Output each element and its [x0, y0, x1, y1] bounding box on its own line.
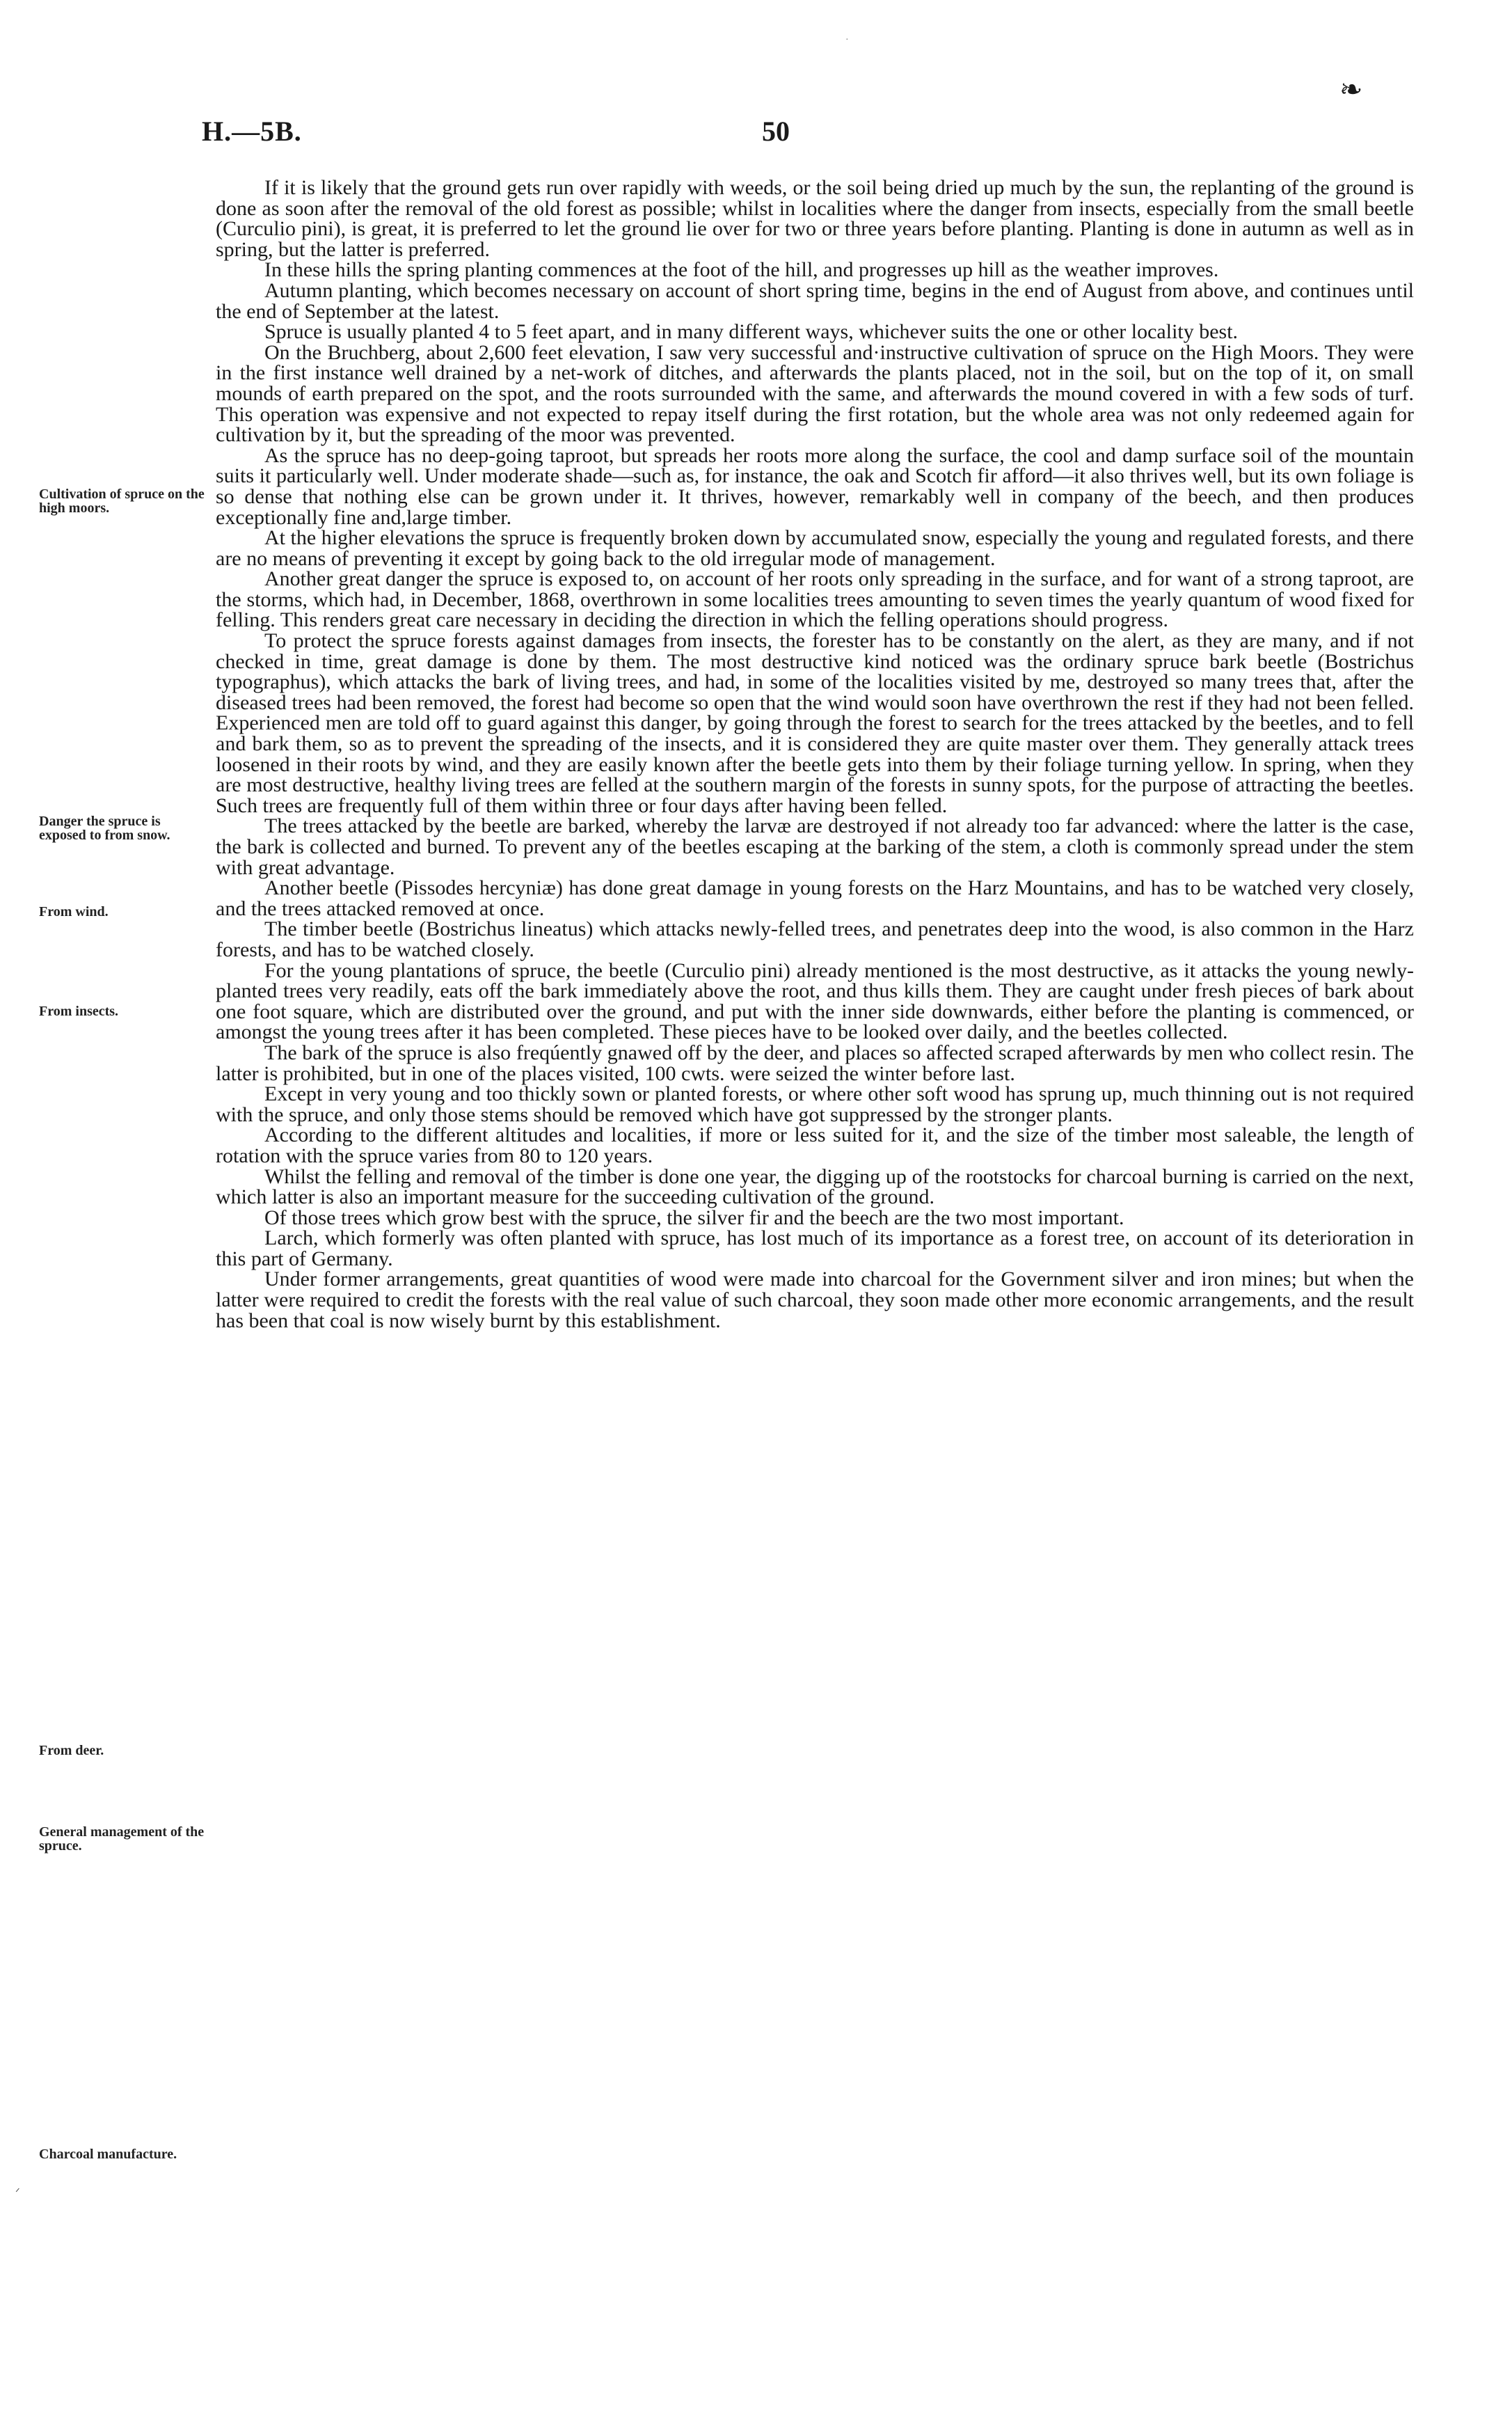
- paragraph: Except in very young and too thickly sown or planted forests, or where other soft wood has sprung up, much thinning out is not required with the spruce, and only those stems should be removed which have got suppressed by the stronger plants.: [216, 1082, 1414, 1126]
- stray-mark: ᐟ: [15, 2187, 20, 2199]
- paragraph: According to the different altitudes and localities, if more or less suited for it, and the size of the timber most saleable, the length of rotation with the spruce varies from 80 to 120 years.: [216, 1123, 1414, 1167]
- paragraph: On the Bruchberg, about 2,600 feet elevation, I saw very successful and·instructive cultivation of spruce on the High Moors. They were in the first instance well drained by a net-work of ditches, and afterwards the plants placed, not in the soil, but on the top of it, on small mounds of earth prepared on the spot, and the roots surrounded with the same, and afterwards the mound covered in with a few sods of turf. This operation was expensive and not expected to repay itself during the first rotation, but the whole area was not only redeemed again for cultivation by it, but the spreading of the moor was prevented.: [216, 340, 1414, 447]
- top-tick-mark: ·: [845, 35, 849, 45]
- paragraph: The bark of the spruce is also freqúently gnawed off by the deer, and places so affected scraped afterwards by men who collect resin. The latter is prohibited, but in one of the places visited, 100 cwts. were seized the winter before last.: [216, 1041, 1414, 1085]
- paragraph: At the higher elevations the spruce is frequently broken down by accumulated snow, especially the young and regulated forests, and there are no means of preventing it except by going back to the old irregular mode of management.: [216, 526, 1414, 570]
- paragraph: Another great danger the spruce is exposed to, on account of her roots only spreading in the surface, and for want of a strong taproot, are the storms, which had, in December, 1868, overthrown in some localities trees amounting to seven times the yearly quantum of wood fixed for felling. This renders great care necessary in deciding the direction in which the felling operations should progress.: [216, 567, 1414, 632]
- corner-mark-icon: ❧: [1339, 74, 1363, 105]
- paragraph: In these hills the spring planting commences at the foot of the hill, and progresses up hill as the weather improves.: [264, 258, 1219, 282]
- margin-note-cultivation: Cultivation of spruce on the high moors.: [39, 487, 205, 516]
- paragraph: The timber beetle (Bostrichus lineatus) which attacks newly-felled trees, and penetrates deep into the wood, is also common in the Harz forests, and has to be watched closely.: [216, 917, 1414, 961]
- paragraph: As the spruce has no deep-going taproot, but spreads her roots more along the surface, the cool and damp surface soil of the mountain suits it particularly well. Under moderate shade—such as, for instance, the oak and Scotch fir afford—it also thrives well, but its own foliage is so dense that nothing else can be grown under it. It thrives, however, remarkably well in company of the beech, and then produces exceptionally fine and,large timber.: [216, 443, 1414, 529]
- margin-note-deer: From deer.: [39, 1743, 104, 1758]
- page-number: 50: [762, 116, 790, 147]
- margin-note-charcoal: Charcoal manufacture.: [39, 2147, 177, 2162]
- body-text: [216, 177, 1414, 1331]
- margin-note-insects: From insects.: [39, 1004, 119, 1019]
- paragraph: Spruce is usually planted 4 to 5 feet apart, and in many different ways, whichever suits the one or other locality best.: [264, 320, 1239, 344]
- paragraph: Autumn planting, which becomes necessary on account of short spring time, begins in the end of August from above, and continues until the end of September at the latest.: [216, 278, 1414, 323]
- document-reference: H.—5B.: [202, 116, 302, 147]
- margin-note-management: General management of the spruce.: [39, 1824, 205, 1854]
- paragraph: Of those trees which grow best with the spruce, the silver fir and the beech are the two most important.: [264, 1206, 1124, 1229]
- paragraph: If it is likely that the ground gets run over rapidly with weeds, or the soil being dried up much by the sun, the replanting of the ground is done as soon after the removal of the old forest as possible; whilst in localities where the danger from insects, especially from the small beetle (Curculio pini), is great, it is preferred to let the ground lie over for two or three years before planting. Planting is done in autumn as well as in spring, but the latter is preferred.: [216, 176, 1414, 261]
- paragraph: To protect the spruce forests against damages from insects, the forester has to be constantly on the alert, as they are many, and if not checked in time, great damage is done by them. The most destructive kind noticed was the ordinary spruce bark beetle (Bostrichus typographus), which attacks the bark of living trees, and had, in some of the localities visited by me, destroyed so many trees that, after the diseased trees had been removed, the forest had become so open that the wind would soon have overthrown the rest if they had not been felled. Experienced men are told off to guard against this danger, by going through the forest to search for the trees attacked by the beetles, and to fell and bark them, so as to prevent the spreading of the insects, and it is considered they are quite master over them. They generally attack trees loosened in their roots by wind, and they are easily known after the beetle gets into them by their foliage turning yellow. In spring, when they are most destructive, healthy living trees are felled at the southern margin of the forests in sunny spots, for the purpose of attracting the beetles. Such trees are frequently full of them within three or four days after having been felled.: [216, 629, 1414, 817]
- paragraph: Under former arrangements, great quantities of wood were made into charcoal for the Government silver and iron mines; but when the latter were required to credit the forests with the real value of such charcoal, they soon made other more economic arrangements, and the result has been that coal is now wisely burnt by this establishment.: [216, 1267, 1414, 1332]
- paragraph: Another beetle (Pissodes hercyniæ) has done great damage in young forests on the Harz Mountains, and has to be watched very closely, and the trees attacked removed at once.: [216, 876, 1414, 920]
- paragraph: The trees attacked by the beetle are barked, whereby the larvæ are destroyed if not already too far advanced: where the latter is the case, the bark is collected and burned. To prevent any of the beetles escaping at the barking of the stem, a cloth is commonly spread under the stem with great advantage.: [216, 814, 1414, 879]
- margin-note-wind: From wind.: [39, 904, 109, 919]
- paragraph: Larch, which formerly was often planted with spruce, has lost much of its importance as a forest tree, on account of its deterioration in this part of Germany.: [216, 1226, 1414, 1270]
- paragraph: Whilst the felling and removal of the timber is done one year, the digging up of the rootstocks for charcoal burning is carried on the next, which latter is also an important measure for the succeeding cultivation of the ground.: [216, 1164, 1414, 1209]
- margin-note-snow: Danger the spruce is exposed to from snow.: [39, 814, 170, 843]
- paragraph: For the young plantations of spruce, the beetle (Curculio pini) already mentioned is the most destructive, as it attacks the young newly-planted trees very readily, eats off the bark immediately above the root, and thus kills them. They are caught under fresh pieces of bark about one foot square, which are distributed over the ground, and put with the inner side downwards, either before the planting is commenced, or amongst the young trees after it has been completed. These pieces have to be looked over daily, and the beetles collected.: [216, 958, 1414, 1044]
